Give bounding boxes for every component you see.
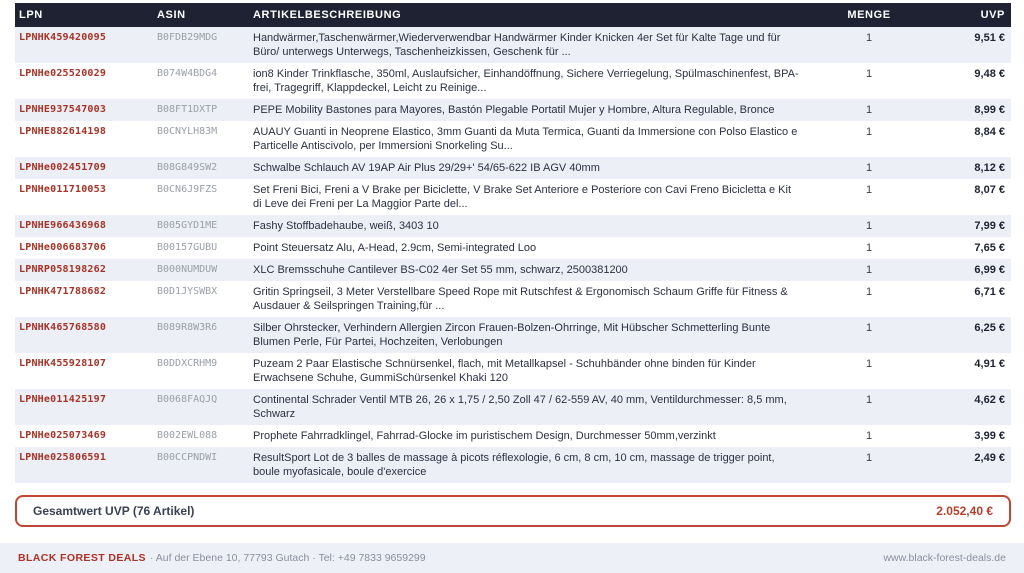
price-cell: 7,65 €: [974, 242, 1005, 254]
quantity-cell: 1: [865, 322, 873, 334]
quantity-cell: 1: [865, 184, 873, 196]
description-cell: Schwalbe Schlauch AV 19AP Air Plus 29/29+' 54/65-622 IB AGV 40mm: [253, 162, 600, 174]
quantity-cell: 1: [865, 452, 873, 464]
asin-cell: B0068FAQJQ: [157, 394, 218, 405]
lpn-cell: LPNHK471788682: [19, 286, 107, 297]
lpn-cell: LPNHK455928107: [19, 358, 107, 369]
table-row: [15, 63, 1011, 99]
total-summary-box: [15, 495, 1011, 527]
description-cell: Puzeam 2 Paar Elastische Schnürsenkel, flach, mit Metallkapsel - Schuhbänder ohne binden für Kinder Erwachsene Schuhe, GummiSchürsenkel Khaki 120: [253, 358, 756, 384]
table-row: [15, 425, 1011, 447]
column-header-menge: MENGE: [847, 9, 891, 21]
asin-cell: B000NUMDUW: [157, 264, 218, 275]
quantity-cell: 1: [865, 358, 873, 370]
table-row: [15, 27, 1011, 63]
manifest-table: [15, 3, 1011, 483]
quantity-cell: 1: [865, 264, 873, 276]
lpn-cell: LPNHe025520029: [19, 68, 107, 79]
table-row: [15, 389, 1011, 425]
footer-address-phone: · Auf der Ebene 10, 77793 Gutach · Tel: +49 7833 9659299: [149, 552, 426, 564]
price-cell: 9,48 €: [974, 68, 1005, 80]
column-header-asin: ASIN: [157, 9, 186, 21]
asin-cell: B074W4BDG4: [157, 68, 218, 79]
asin-cell: B0FDB29MDG: [157, 32, 218, 43]
website-link[interactable]: www.black-forest-deals.de: [883, 552, 1006, 564]
price-cell: 6,25 €: [974, 322, 1005, 334]
table-header: [15, 3, 1011, 27]
price-cell: 6,99 €: [974, 264, 1005, 276]
description-cell: Continental Schrader Ventil MTB 26, 26 x 1,75 / 2,50 Zoll 47 / 62-559 AV, 40 mm, Ventildurchmesser: 8,5 mm, Schwarz: [253, 394, 787, 420]
price-cell: 8,84 €: [974, 126, 1005, 138]
price-cell: 6,71 €: [974, 286, 1005, 298]
lpn-cell: LPNHe006683706: [19, 242, 107, 253]
quantity-cell: 1: [865, 220, 873, 232]
asin-cell: B0DDXCRHM9: [157, 358, 218, 369]
description-cell: Handwärmer,Taschenwärmer,Wiederverwendbar Handwärmer Kinder Knicken 4er Set für Kalte Tage und für Büro/ unterwegs Unterwegs, Taschenheizkissen, Geschenk für ...: [253, 32, 781, 58]
column-header-lpn: LPN: [19, 9, 43, 21]
asin-cell: B089R8W3R6: [157, 322, 218, 333]
quantity-cell: 1: [865, 162, 873, 174]
description-cell: AUAUY Guanti in Neoprene Elastico, 3mm Guanti da Muta Termica, Guanti da Immersione con Polso Elastico e Particelle Antiscivolo, per Immersioni Snorkeling Su...: [253, 126, 798, 152]
description-cell: Prophete Fahrradklingel, Fahrrad-Glocke im puristischem Design, Durchmesser 50mm,verzinkt: [253, 430, 716, 442]
description-cell: Gritin Springseil, 3 Meter Verstellbare Speed Rope mit Rutschfest & Ergonomisch Schaum Griffe für Fitness & Ausdauer & Seilspringen Training,für ...: [253, 286, 788, 312]
price-cell: 7,99 €: [974, 220, 1005, 232]
lpn-cell: LPNHe011710053: [19, 184, 107, 195]
description-cell: ion8 Kinder Trinkflasche, 350ml, Auslaufsicher, Einhandöffnung, Sichere Verriegelung, Spülmaschinenfest, BPA-frei, Tragegriff, Klappdeckel, Leicht zu Reinige...: [253, 68, 799, 94]
price-cell: 9,51 €: [974, 32, 1005, 44]
lpn-cell: LPNHe011425197: [19, 394, 107, 405]
lpn-cell: LPNHe002451709: [19, 162, 107, 173]
asin-cell: B08G849SW2: [157, 162, 218, 173]
description-cell: XLC Bremsschuhe Cantilever BS-C02 4er Set 55 mm, schwarz, 2500381200: [253, 264, 628, 276]
quantity-cell: 1: [865, 68, 873, 80]
quantity-cell: 1: [865, 126, 873, 138]
quantity-cell: 1: [865, 32, 873, 44]
table-row: [15, 215, 1011, 237]
brand-name: BLACK FOREST DEALS: [18, 552, 146, 564]
quantity-cell: 1: [865, 430, 873, 442]
table-row: [15, 99, 1011, 121]
price-cell: 4,62 €: [974, 394, 1005, 406]
asin-cell: B00157GUBU: [157, 242, 218, 253]
table-row: [15, 317, 1011, 353]
asin-cell: B005GYD1ME: [157, 220, 218, 231]
table-row: [15, 237, 1011, 259]
table-row: [15, 179, 1011, 215]
description-cell: PEPE Mobility Bastones para Mayores, Bastón Plegable Portatil Mujer y Hombre, Altura Regulable, Bronce: [253, 104, 775, 116]
description-cell: Silber Ohrstecker, Verhindern Allergien Zircon Frauen-Bolzen-Ohrringe, Mit Hübscher Schmetterling Bunte Blumen Perle, Für Partei, Hochzeiten, Verlobungen: [253, 322, 771, 348]
table-row: [15, 447, 1011, 483]
table-body: [15, 27, 1011, 483]
lpn-cell: LPNHE882614198: [19, 126, 107, 137]
asin-cell: B0CN6J9FZS: [157, 184, 218, 195]
asin-cell: B0CNYLH83M: [157, 126, 218, 137]
lpn-cell: LPNHe025806591: [19, 452, 107, 463]
table-row: [15, 259, 1011, 281]
table-row: [15, 353, 1011, 389]
price-cell: 4,91 €: [974, 358, 1005, 370]
footer-bar: [0, 543, 1024, 573]
quantity-cell: 1: [865, 394, 873, 406]
price-cell: 2,49 €: [974, 452, 1005, 464]
table-row: [15, 281, 1011, 317]
table-row: [15, 157, 1011, 179]
lpn-cell: LPNHE937547003: [19, 104, 107, 115]
quantity-cell: 1: [865, 286, 873, 298]
description-cell: Point Steuersatz Alu, A-Head, 2.9cm, Semi-integrated Loo: [253, 242, 537, 254]
table-row: [15, 121, 1011, 157]
price-cell: 8,99 €: [974, 104, 1005, 116]
lpn-cell: LPNRP058198262: [19, 264, 107, 275]
lpn-cell: LPNHe025073469: [19, 430, 107, 441]
footer-contact: [18, 552, 426, 564]
asin-cell: B00CCPNDWI: [157, 452, 218, 463]
column-header-uvp: UVP: [980, 9, 1005, 21]
quantity-cell: 1: [865, 242, 873, 254]
description-cell: Set Freni Bici, Freni a V Brake per Biciclette, V Brake Set Anteriore e Posteriore con Cavi Freno Bicicletta e Kit di Leve dei Freni per La Maggior Parte del...: [253, 184, 792, 210]
total-value: 2.052,40 €: [936, 504, 993, 518]
price-cell: 3,99 €: [974, 430, 1005, 442]
column-header-description: ARTIKELBESCHREIBUNG: [253, 9, 402, 21]
lpn-cell: LPNHK465768580: [19, 322, 107, 333]
quantity-cell: 1: [865, 104, 873, 116]
asin-cell: B0D1JYSWBX: [157, 286, 218, 297]
price-cell: 8,07 €: [974, 184, 1005, 196]
description-cell: Fashy Stoffbadehaube, weiß, 3403 10: [253, 220, 439, 232]
asin-cell: B002EWL088: [157, 430, 218, 441]
total-label: Gesamtwert UVP (76 Artikel): [33, 504, 195, 518]
description-cell: ResultSport Lot de 3 balles de massage à picots réflexologie, 6 cm, 8 cm, 10 cm, massage de trigger point, boule myofasicale, boule d'exercice: [253, 452, 775, 478]
asin-cell: B08FT1DXTP: [157, 104, 218, 115]
lpn-cell: LPNHE966436968: [19, 220, 107, 231]
price-cell: 8,12 €: [974, 162, 1005, 174]
lpn-cell: LPNHK459420095: [19, 32, 107, 43]
